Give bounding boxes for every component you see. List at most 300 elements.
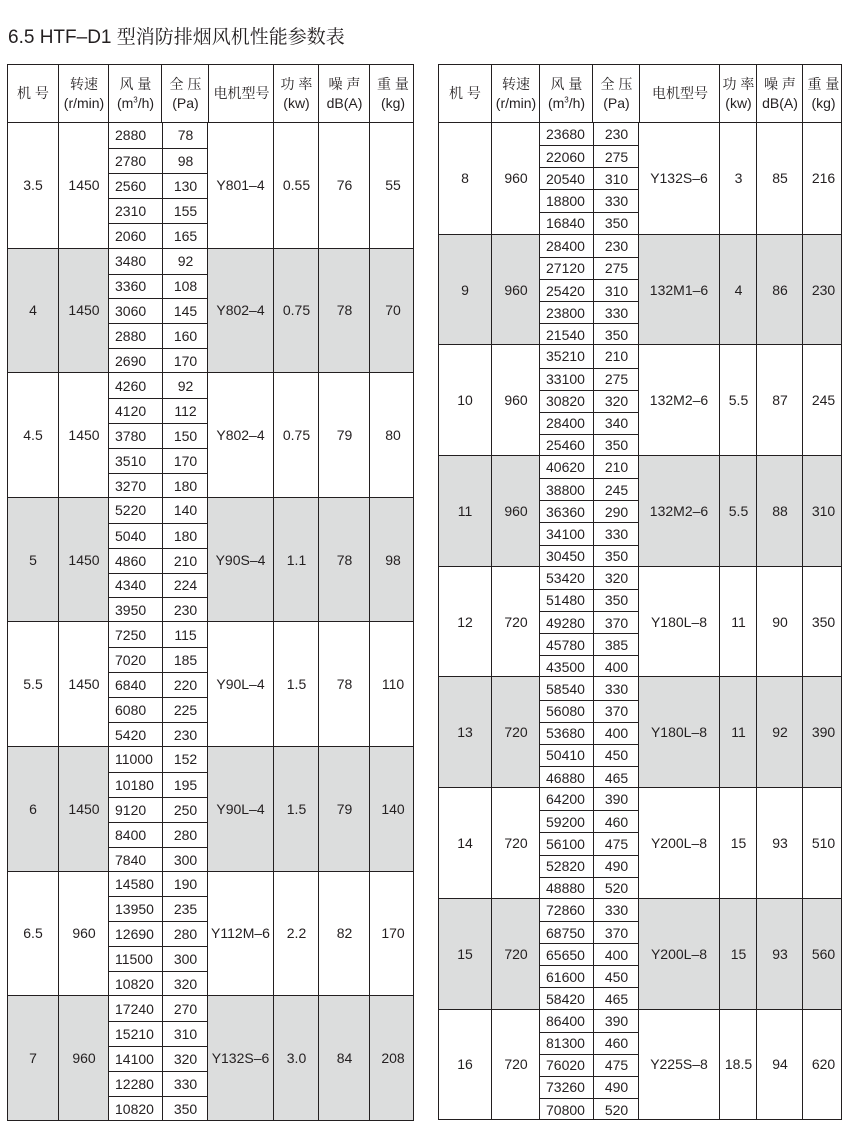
airflow-pressure-rows	[539, 235, 639, 345]
unit-part: (m	[116, 94, 134, 111]
weight-cell: 620	[802, 1010, 844, 1120]
airflow-value: 4860	[115, 552, 147, 569]
table-row	[540, 677, 638, 699]
model-number-cell: 4	[29, 302, 37, 319]
airflow-value: 59200	[546, 813, 585, 830]
table-row	[109, 847, 207, 872]
pressure-value: 290	[593, 501, 639, 522]
model-number-cell: 9	[461, 281, 469, 298]
pressure-value: 350	[593, 590, 639, 611]
airflow-pressure-rows	[539, 1010, 639, 1120]
table-header	[7, 64, 414, 122]
airflow-value: 48880	[546, 880, 585, 897]
weight-cell: 560	[802, 899, 844, 1009]
airflow-value: 30450	[546, 548, 585, 565]
motor-model-cell: 132M2–6	[649, 392, 709, 409]
pressure-value: 180	[162, 474, 208, 498]
pressure-value: 225	[162, 698, 208, 722]
pressure-value: 385	[593, 634, 639, 655]
pressure-value: 275	[593, 369, 639, 390]
speed-cell: 720	[491, 1010, 540, 1120]
airflow-value: 2880	[115, 328, 147, 345]
speed-cell: 1450	[58, 747, 109, 871]
pressure-value: 310	[593, 280, 639, 301]
table-row	[109, 398, 207, 423]
noise-cell: 76	[318, 123, 370, 248]
airflow-value: 10820	[115, 976, 154, 993]
table-row	[109, 323, 207, 348]
pressure-value: 330	[593, 677, 639, 699]
airflow-value: 30820	[546, 393, 585, 410]
pressure-value: 108	[162, 275, 208, 299]
pressure-value: 460	[593, 811, 639, 832]
speed-cell: 720	[491, 899, 540, 1009]
motor-model-cell: Y90S–4	[215, 551, 266, 568]
pressure-value: 490	[593, 856, 639, 877]
table-row	[540, 744, 638, 766]
airflow-value: 23680	[546, 126, 585, 143]
table-row	[109, 298, 207, 323]
pressure-value: 320	[162, 972, 208, 996]
airflow-value: 3510	[115, 452, 147, 469]
pressure-value: 115	[162, 622, 208, 647]
table-row	[540, 987, 638, 1009]
airflow-value: 70800	[546, 1101, 585, 1118]
airflow-pressure-rows	[539, 345, 639, 455]
airflow-value: 7250	[115, 626, 147, 643]
power-cell: 1.5	[273, 747, 319, 871]
airflow-value: 56100	[546, 835, 585, 852]
airflow-pressure-rows	[108, 373, 208, 497]
table-row	[540, 899, 638, 921]
table-row	[540, 589, 638, 611]
pressure-value: 300	[162, 848, 208, 872]
noise-cell: 93	[756, 788, 803, 898]
motor-model-cell: Y112M–6	[211, 925, 270, 942]
airflow-value: 10820	[115, 1100, 154, 1117]
table-row	[109, 597, 207, 622]
header-speed-line: (r/min)	[63, 94, 105, 111]
header-speed	[58, 65, 109, 122]
noise-cell: 84	[318, 996, 370, 1120]
power-cell: 0.75	[273, 373, 319, 497]
pressure-value: 370	[593, 612, 639, 633]
speed-cell: 720	[491, 788, 540, 898]
airflow-pressure-rows	[108, 872, 208, 996]
table-row	[109, 872, 207, 897]
header-airflow	[108, 65, 162, 122]
pressure-value: 230	[593, 123, 639, 145]
weight-cell: 110	[369, 622, 416, 746]
pressure-value: 320	[593, 567, 639, 589]
pressure-value: 150	[162, 424, 208, 448]
table-row	[109, 797, 207, 822]
header-model-line: 机 号	[449, 85, 481, 101]
table-row	[540, 279, 638, 301]
table-row	[540, 212, 638, 234]
pressure-value: 145	[162, 299, 208, 323]
pressure-value: 152	[162, 747, 208, 772]
header-speed-line: 转速	[502, 75, 530, 92]
fan-model-group	[8, 372, 413, 497]
fan-model-group	[439, 234, 841, 345]
pressure-value: 350	[593, 546, 639, 567]
pressure-value: 78	[162, 123, 208, 148]
airflow-value: 25420	[546, 282, 585, 299]
power-cell: 15	[719, 788, 757, 898]
pressure-value: 520	[593, 1099, 639, 1120]
airflow-value: 65650	[546, 946, 585, 963]
header-speed-line: (r/min)	[495, 94, 537, 111]
pressure-value: 390	[593, 1010, 639, 1032]
table-row	[540, 788, 638, 810]
airflow-pressure-rows	[539, 677, 639, 787]
pressure-value: 195	[162, 773, 208, 797]
pressure-value: 400	[593, 656, 639, 677]
table-row	[540, 943, 638, 965]
table-row	[109, 896, 207, 921]
table-row	[540, 257, 638, 279]
table-row	[540, 832, 638, 854]
speed-cell: 1450	[58, 498, 109, 622]
fan-model-group	[439, 344, 841, 455]
table-row	[109, 946, 207, 971]
header-weight-line: 重 量	[807, 75, 840, 92]
table-row	[540, 766, 638, 788]
airflow-value: 35210	[546, 348, 585, 365]
pressure-value: 170	[162, 349, 208, 373]
table-body	[7, 122, 414, 1121]
pressure-value: 330	[162, 1072, 208, 1096]
power-cell: 5.5	[719, 456, 757, 566]
model-number-cell: 11	[457, 502, 473, 519]
airflow-value: 61600	[546, 968, 585, 985]
airflow-value: 4260	[115, 377, 147, 394]
table-row	[540, 1098, 638, 1120]
motor-model-cell: Y225S–8	[650, 1056, 708, 1073]
airflow-value: 81300	[546, 1035, 585, 1052]
pressure-value: 224	[162, 574, 208, 598]
airflow-pressure-rows	[539, 788, 639, 898]
fan-model-group	[439, 898, 841, 1009]
table-row	[109, 274, 207, 299]
header-pressure-line: 全 压	[169, 75, 202, 92]
pressure-value: 450	[593, 966, 639, 987]
pressure-value: 330	[593, 899, 639, 921]
airflow-value: 4340	[115, 577, 147, 594]
model-number-cell: 15	[457, 945, 473, 962]
table-row	[540, 434, 638, 456]
weight-cell: 208	[369, 996, 416, 1120]
header-pressure	[592, 65, 640, 122]
table-body	[438, 122, 842, 1120]
fan-model-group	[8, 621, 413, 746]
noise-cell: 79	[318, 747, 370, 871]
fan-model-group	[8, 871, 413, 996]
table-row	[109, 1071, 207, 1096]
table-row	[109, 148, 207, 173]
pressure-value: 450	[593, 745, 639, 766]
motor-model-cell: Y200L–8	[650, 834, 708, 851]
header-airflow-line	[548, 94, 585, 113]
airflow-value: 76020	[546, 1057, 585, 1074]
table-row	[109, 123, 207, 148]
weight-cell: 170	[369, 872, 416, 996]
header-pressure-line: (Pa)	[603, 94, 630, 111]
airflow-pressure-rows	[108, 123, 208, 248]
table-row	[540, 855, 638, 877]
weight-cell: 390	[802, 677, 844, 787]
pressure-value: 160	[162, 324, 208, 348]
weight-cell: 55	[369, 123, 416, 248]
pressure-value: 230	[593, 235, 639, 257]
table-row	[109, 198, 207, 223]
pressure-value: 460	[593, 1033, 639, 1054]
airflow-value: 27120	[546, 260, 585, 277]
power-cell: 4	[719, 235, 757, 345]
airflow-value: 22060	[546, 148, 585, 165]
table-row	[540, 189, 638, 211]
airflow-value: 3950	[115, 602, 147, 619]
pressure-value: 320	[593, 391, 639, 412]
table-row	[540, 123, 638, 145]
power-cell: 18.5	[719, 1010, 757, 1120]
airflow-value: 36360	[546, 503, 585, 520]
airflow-value: 34100	[546, 526, 585, 542]
header-power	[273, 65, 319, 122]
pressure-value: 310	[593, 168, 639, 189]
pressure-value: 180	[162, 524, 208, 548]
table-row	[109, 448, 207, 473]
performance-table-right	[438, 64, 842, 1120]
pressure-value: 270	[162, 996, 208, 1021]
table-row	[540, 700, 638, 722]
airflow-value: 21540	[546, 326, 585, 343]
pressure-value: 140	[162, 498, 208, 523]
airflow-value: 2060	[115, 227, 147, 244]
noise-cell: 78	[318, 622, 370, 746]
noise-cell: 79	[318, 373, 370, 497]
table-row	[540, 1032, 638, 1054]
airflow-value: 7020	[115, 652, 147, 669]
table-row	[109, 1021, 207, 1046]
speed-cell: 720	[491, 677, 540, 787]
airflow-value: 2690	[115, 353, 147, 370]
pressure-value: 235	[162, 897, 208, 921]
header-noise	[756, 65, 803, 122]
airflow-value: 3270	[115, 477, 147, 494]
fan-model-group	[8, 123, 413, 248]
table-row	[540, 522, 638, 544]
weight-cell: 70	[369, 249, 416, 373]
airflow-value: 53420	[546, 569, 585, 586]
airflow-value: 3780	[115, 427, 147, 444]
table-row	[540, 368, 638, 390]
pressure-value: 340	[593, 413, 639, 434]
pressure-value: 465	[593, 988, 639, 1009]
power-cell: 1.1	[273, 498, 319, 622]
pressure-value: 300	[162, 947, 208, 971]
airflow-value: 9120	[115, 801, 147, 818]
header-motor-line: 电机型号	[213, 85, 270, 101]
airflow-value: 12280	[115, 1075, 154, 1092]
power-cell: 11	[719, 677, 757, 787]
table-row	[109, 996, 207, 1021]
airflow-value: 5420	[115, 726, 147, 743]
speed-cell: 720	[491, 567, 540, 677]
pressure-value: 400	[593, 944, 639, 965]
table-row	[540, 1054, 638, 1076]
airflow-pressure-rows	[539, 567, 639, 677]
table-row	[109, 548, 207, 573]
airflow-pressure-rows	[108, 498, 208, 622]
airflow-value: 28400	[546, 237, 585, 254]
noise-cell: 86	[756, 235, 803, 345]
table-row	[540, 145, 638, 167]
pressure-value: 475	[593, 833, 639, 854]
airflow-value: 49280	[546, 614, 585, 631]
motor-model-cell: 132M1–6	[649, 281, 709, 298]
table-row	[109, 971, 207, 996]
table-row	[109, 1046, 207, 1071]
noise-cell: 88	[756, 456, 803, 566]
airflow-value: 17240	[115, 1000, 154, 1017]
pressure-value: 475	[593, 1055, 639, 1076]
motor-model-cell: Y801–4	[216, 177, 265, 194]
table-row	[540, 722, 638, 744]
table-row	[109, 747, 207, 772]
table-row	[540, 412, 638, 434]
pressure-value: 190	[162, 872, 208, 897]
pressure-value: 230	[162, 598, 208, 622]
pressure-value: 220	[162, 673, 208, 697]
airflow-value: 5040	[115, 527, 147, 544]
model-number-cell: 4.5	[23, 426, 43, 443]
fan-model-group	[439, 566, 841, 677]
noise-cell: 87	[756, 345, 803, 455]
airflow-value: 10180	[115, 776, 154, 793]
airflow-value: 28400	[546, 415, 585, 432]
airflow-value: 38800	[546, 481, 585, 498]
header-weight-line: (kg)	[811, 94, 836, 111]
airflow-value: 73260	[546, 1079, 585, 1096]
fan-model-group	[439, 455, 841, 566]
table-row	[109, 173, 207, 198]
table-row	[109, 423, 207, 448]
airflow-value: 58540	[546, 680, 585, 697]
weight-cell: 350	[802, 567, 844, 677]
header-pressure-line: 全 压	[600, 75, 633, 92]
table-row	[109, 249, 207, 274]
pressure-value: 310	[162, 1022, 208, 1046]
airflow-value: 5220	[115, 502, 147, 519]
noise-cell: 78	[318, 249, 370, 373]
pressure-value: 350	[162, 1097, 208, 1121]
speed-cell: 960	[491, 235, 540, 345]
header-power-line: (kw)	[725, 94, 752, 111]
pressure-value: 210	[593, 456, 639, 478]
header-power-line: (kw)	[283, 94, 310, 111]
header-weight-line: 重 量	[377, 75, 409, 92]
speed-cell: 1450	[58, 622, 109, 746]
header-motor	[639, 65, 720, 122]
airflow-value: 13950	[115, 901, 154, 918]
weight-cell: 245	[802, 345, 844, 455]
header-weight	[802, 65, 844, 122]
table-row	[109, 697, 207, 722]
airflow-value: 20540	[546, 170, 585, 187]
motor-model-cell: Y180L–8	[650, 724, 708, 741]
fan-model-group	[8, 248, 413, 373]
table-header	[438, 64, 842, 122]
pressure-value: 350	[593, 435, 639, 456]
table-row	[540, 478, 638, 500]
noise-cell: 93	[756, 899, 803, 1009]
header-power-line: 功 率	[722, 75, 755, 92]
power-cell: 1.5	[273, 622, 319, 746]
pressure-value: 230	[162, 723, 208, 747]
table-row	[540, 235, 638, 257]
airflow-value: 16840	[546, 215, 585, 232]
header-pressure-line: (Pa)	[172, 94, 199, 111]
airflow-value: 4120	[115, 403, 147, 420]
airflow-value: 23800	[546, 304, 585, 321]
airflow-value: 6840	[115, 677, 147, 694]
table-row	[540, 655, 638, 677]
pressure-value: 465	[593, 767, 639, 788]
header-model	[8, 65, 58, 122]
table-row	[109, 223, 207, 248]
table-row	[540, 921, 638, 943]
header-airflow	[539, 65, 593, 122]
model-number-cell: 6	[29, 800, 37, 817]
header-airflow-line	[117, 94, 154, 113]
airflow-value: 53680	[546, 725, 585, 742]
fan-model-group	[8, 497, 413, 622]
weight-cell: 510	[802, 788, 844, 898]
airflow-pressure-rows	[108, 622, 208, 746]
pressure-value: 330	[593, 302, 639, 323]
airflow-value: 3060	[115, 303, 147, 320]
pressure-value: 520	[593, 878, 639, 899]
pressure-value: 390	[593, 788, 639, 810]
airflow-value: 8400	[115, 826, 147, 843]
speed-cell: 1450	[58, 123, 109, 248]
table-row	[109, 573, 207, 598]
model-number-cell: 10	[457, 392, 473, 409]
pressure-value: 275	[593, 258, 639, 279]
motor-model-cell: Y802–4	[216, 302, 265, 319]
header-noise-line: 噪 声	[328, 75, 361, 92]
unit-superscript: 3	[133, 94, 138, 104]
pressure-value: 280	[162, 823, 208, 847]
model-number-cell: 7	[29, 1049, 37, 1066]
airflow-value: 11500	[115, 951, 153, 968]
speed-cell: 960	[491, 345, 540, 455]
model-number-cell: 6.5	[23, 925, 43, 942]
airflow-value: 51480	[546, 592, 585, 609]
table-row	[540, 1076, 638, 1098]
table-row	[540, 633, 638, 655]
pressure-value: 245	[593, 479, 639, 500]
airflow-value: 72860	[546, 901, 585, 918]
unit-superscript: 3	[564, 94, 569, 104]
table-row	[540, 965, 638, 987]
pressure-value: 490	[593, 1077, 639, 1098]
table-row	[540, 456, 638, 478]
table-row	[109, 647, 207, 672]
airflow-value: 7840	[115, 851, 147, 868]
